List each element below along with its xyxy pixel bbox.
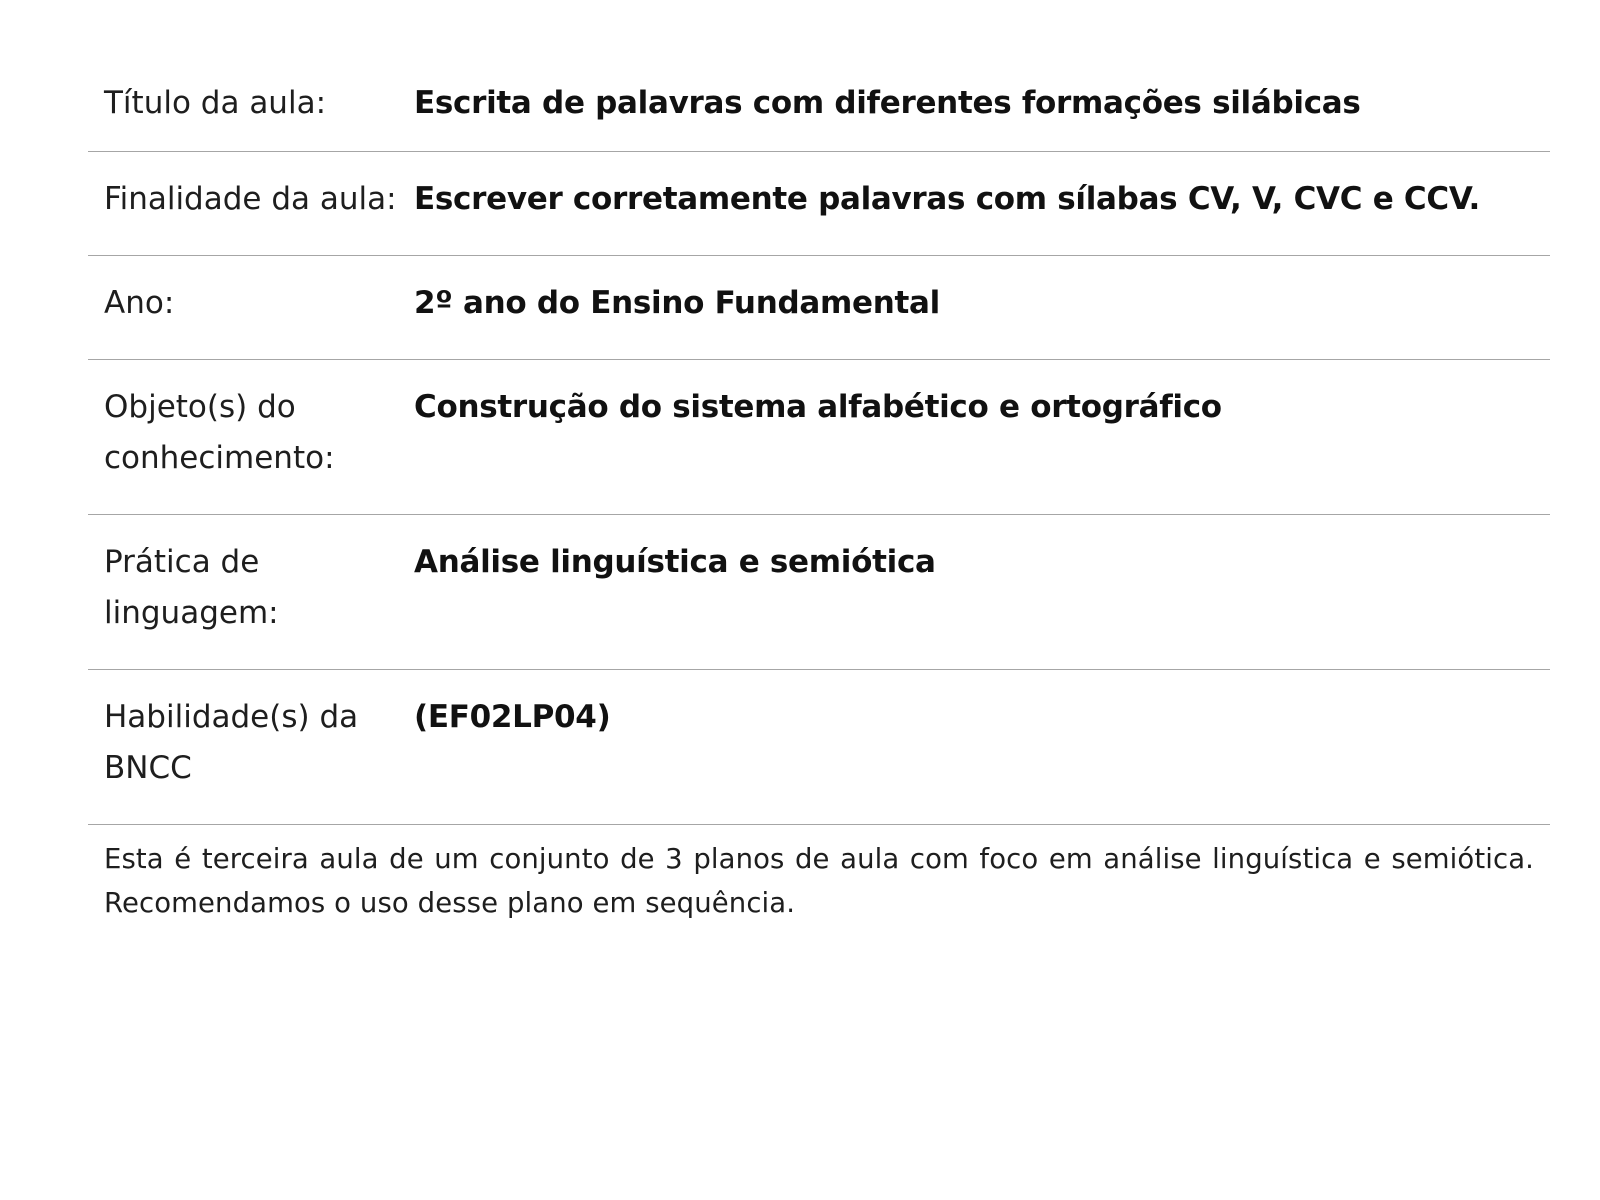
lesson-info-table [88,58,1550,825]
row-label: Título da aula: [88,58,414,152]
table-row-lesson-title [88,58,1550,152]
intro-paragraph: Esta é terceira aula de um conjunto de 3 planos de aula com foco em análise linguística e semiótica. Recomendamos o uso desse plano em sequência. [104,843,1534,919]
table-row-school-year [88,256,1550,360]
knowledge-objects-value: Construção do sistema alfabético e ortográfico [414,360,1550,515]
lesson-purpose-value: Escrever corretamente palavras com sílabas CV, V, CVC e CCV. [414,152,1550,256]
language-practice-value: Análise linguística e semiótica [414,515,1550,670]
school-year-value: 2º ano do Ensino Fundamental [414,256,1550,360]
row-label: Habilidade(s) da BNCC [88,670,414,825]
table-row-language-practice [88,515,1550,670]
table-row-knowledge-objects [88,360,1550,515]
row-label: Finalidade da aula: [88,152,414,256]
table-row-bncc-skills [88,670,1550,825]
table-row-lesson-purpose [88,152,1550,256]
row-label: Ano: [88,256,414,360]
row-label: Objeto(s) do conhecimento: [88,360,414,515]
lesson-title-value: Escrita de palavras com diferentes formações silábicas [414,58,1550,152]
row-label: Prática de linguagem: [88,515,414,670]
bncc-skills-value: (EF02LP04) [414,670,1550,825]
